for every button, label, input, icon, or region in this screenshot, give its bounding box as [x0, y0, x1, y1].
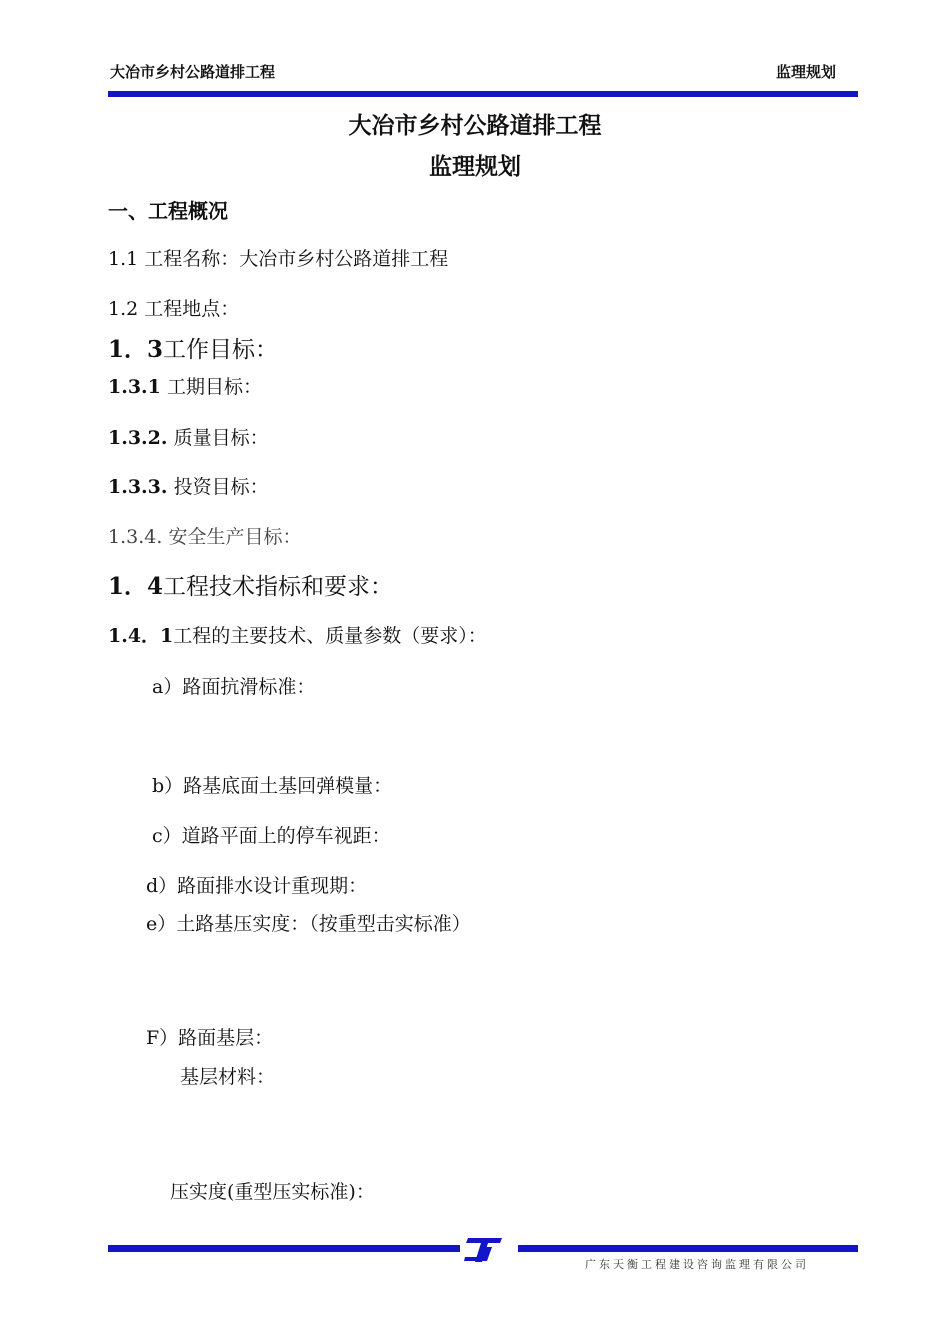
item-1-3-1: [108, 372, 262, 399]
item-number: 1.3.3.: [108, 476, 168, 498]
sub-item-d: d）路面排水设计重现期：: [146, 875, 368, 897]
sub-item-b: b）路基底面土基回弹模量：: [152, 775, 393, 797]
sub-item-base-material: 基层材料：: [180, 1066, 276, 1088]
item-text: 工程技术指标和要求：: [163, 574, 394, 600]
item-text: 质量目标：: [173, 427, 269, 449]
doc-subtitle: 监理规划: [429, 154, 521, 180]
footer-rule-right: [518, 1245, 858, 1252]
sub-item-f: F）路面基层：: [146, 1027, 274, 1049]
sub-item-compaction: 压实度(重型压实标准)：: [170, 1181, 375, 1203]
item-number: 1．4: [108, 573, 164, 600]
item-text: 工程名称：大冶市乡村公路道排工程: [144, 248, 449, 270]
item-1-3-3: [108, 472, 269, 499]
sub-item-e: e）土路基压实度：（按重型击实标准）: [146, 913, 471, 935]
footer-rule-left: [108, 1245, 460, 1252]
item-text: 工作目标：: [163, 337, 279, 363]
tj-logo-icon: [462, 1235, 504, 1265]
item-text: 工程地点：: [144, 298, 240, 320]
item-number: 1.3.4.: [108, 526, 163, 548]
item-text: 投资目标：: [173, 476, 269, 498]
footer-company: 广东天衡工程建设咨询监理有限公司: [585, 1258, 809, 1271]
sub-item-c: c）道路平面上的停车视距：: [152, 825, 391, 847]
section-heading: 一、工程概况: [108, 199, 228, 223]
item-1-3-2: [108, 423, 269, 450]
item-number: 1．3: [108, 336, 164, 363]
item-1-4: [108, 568, 393, 601]
header-right-title: 监理规划: [776, 63, 837, 81]
item-number: 1.1: [108, 248, 139, 270]
item-text: 安全生产目标：: [168, 526, 302, 548]
doc-title: 大冶市乡村公路道排工程: [348, 113, 602, 139]
header-left-title: 大冶市乡村公路道排工程: [110, 63, 276, 81]
item-number: 1.3.2.: [108, 427, 168, 449]
item-1-4-1: [108, 621, 487, 648]
item-number: 1.4．1: [108, 625, 174, 647]
item-1-3-4: [108, 522, 301, 549]
header-rule: [108, 91, 858, 97]
item-1-2: [108, 294, 239, 321]
item-1-1: [108, 244, 448, 271]
item-text: 工程的主要技术、质量参数（要求）：: [173, 625, 487, 647]
item-1-3: [108, 331, 278, 364]
item-number: 1.3.1: [108, 376, 161, 398]
item-number: 1.2: [108, 298, 139, 320]
item-text: 工期目标：: [166, 376, 262, 398]
sub-item-a: a）路面抗滑标准：: [152, 676, 316, 698]
